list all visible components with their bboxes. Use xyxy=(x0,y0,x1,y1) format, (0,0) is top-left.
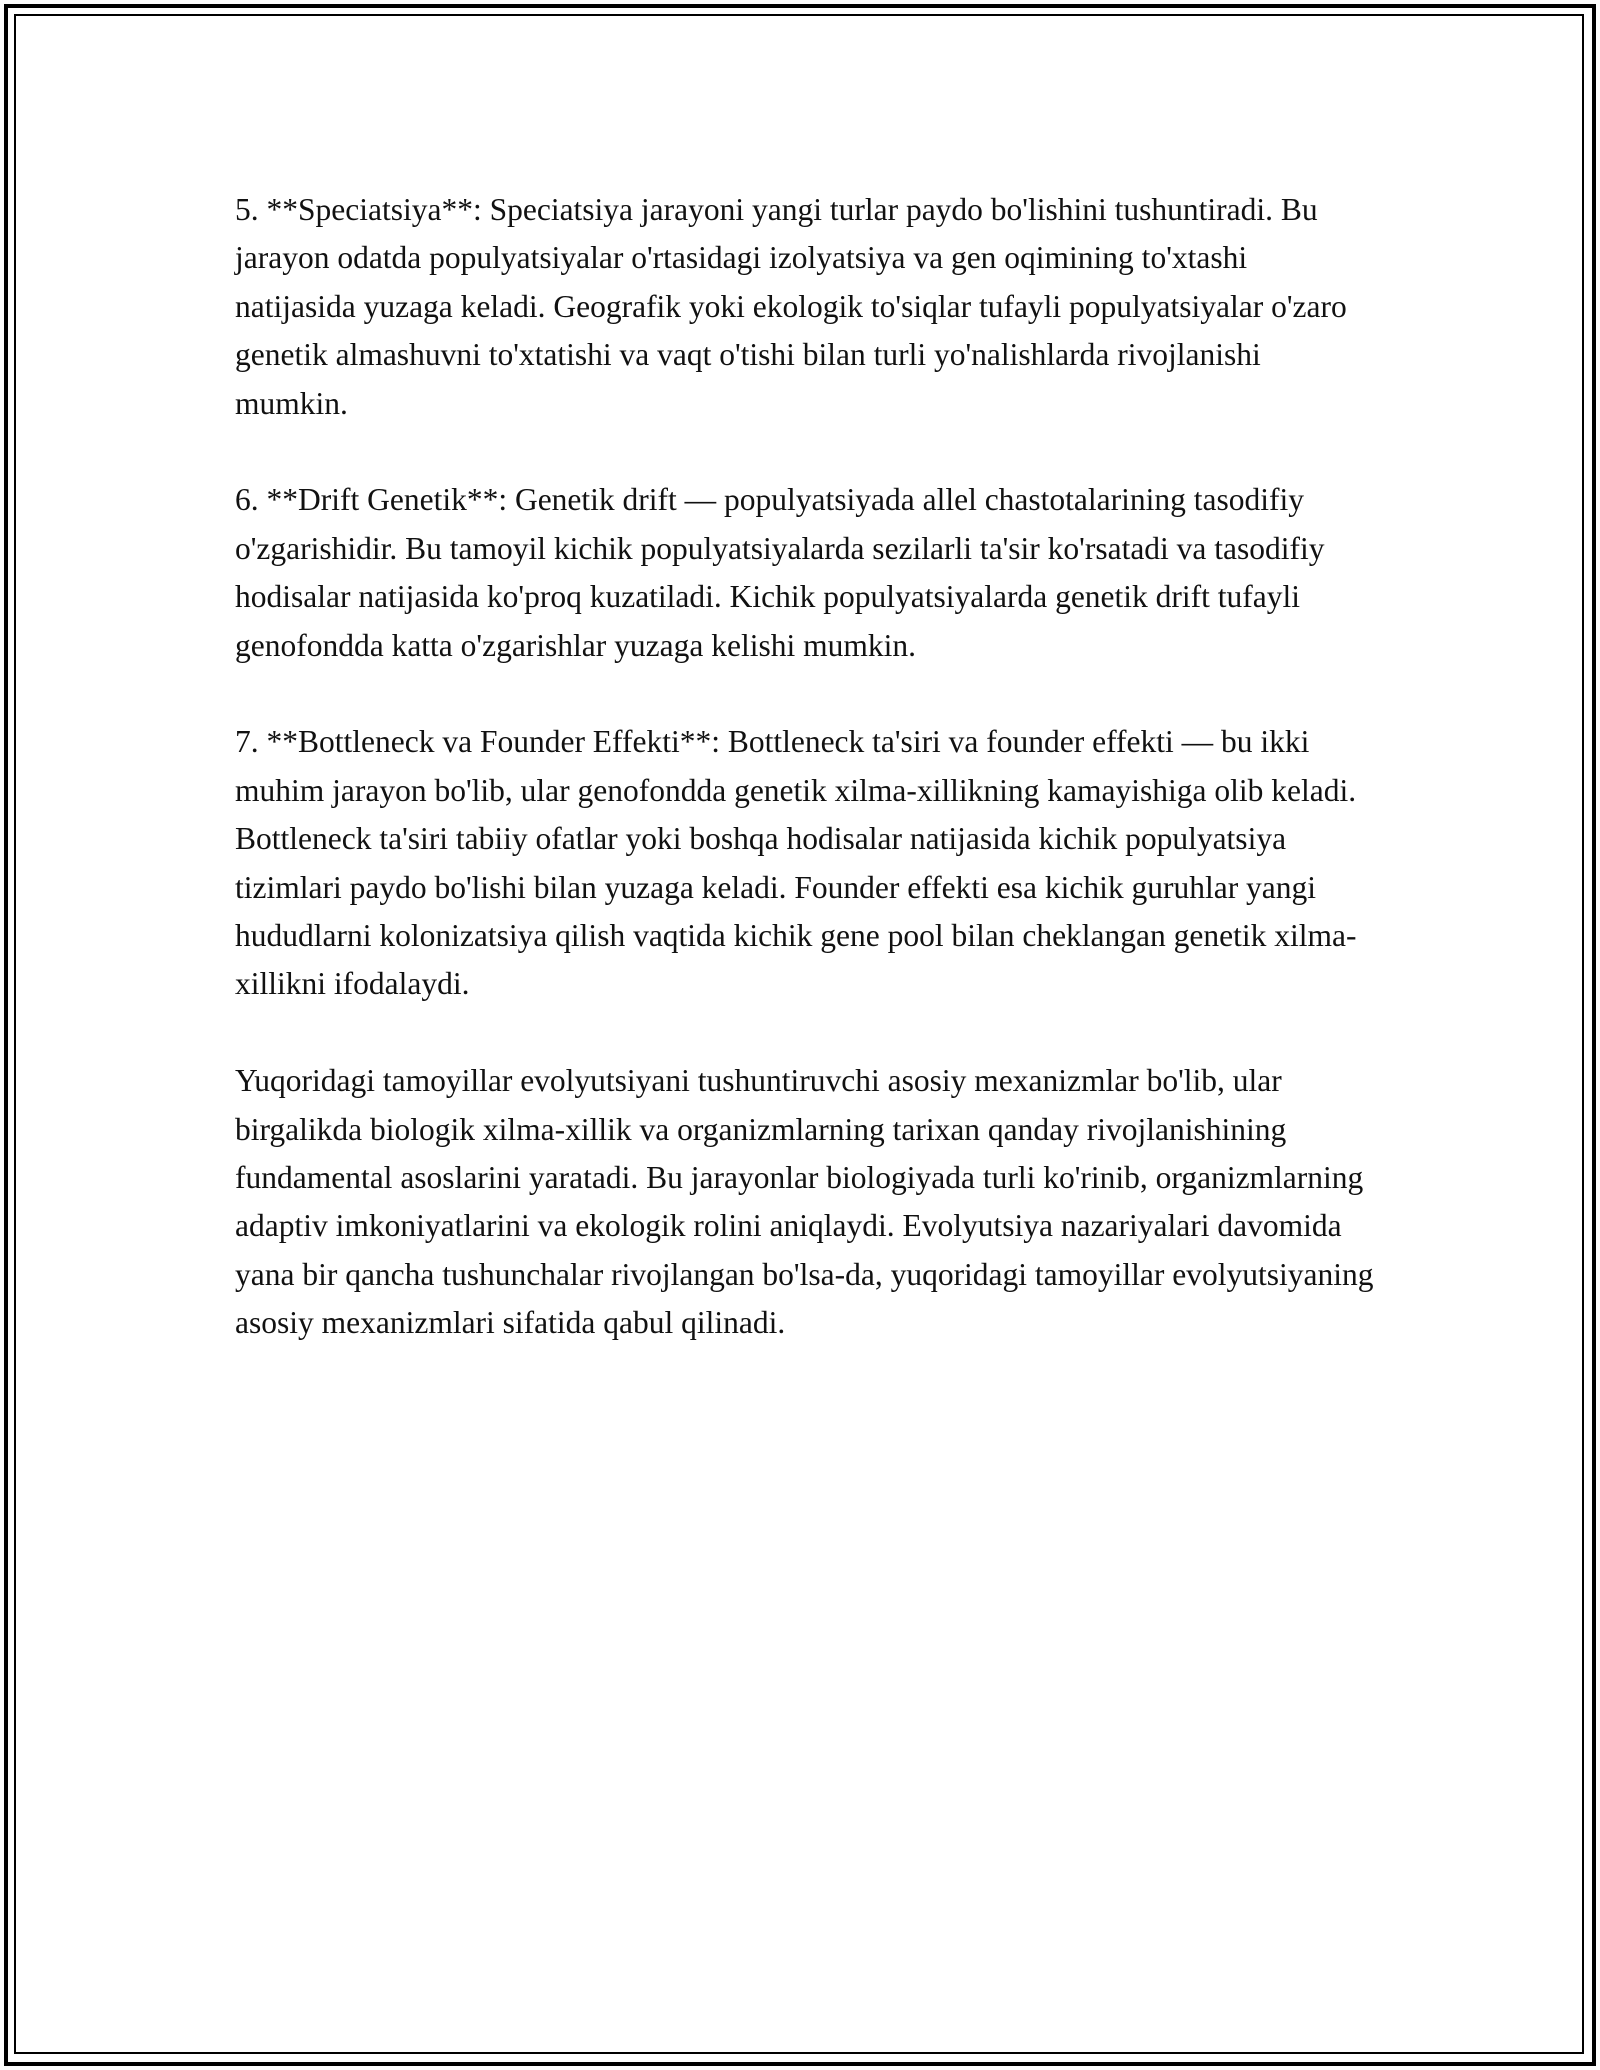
paragraph-genetic-drift: 6. **Drift Genetik**: Genetik drift — populyatsiyada allel chastotalarining tasodifiy o'zgarishidir. Bu tamoyil kichik populyatsiyalarda sezilarli ta'sir ko'rsatadi va tasodifiy hodisalar natijasida ko'proq kuzatiladi. Kichik populyatsiyalarda genetik drift tufayli genofondda katta o'zgarishlar yuzaga kelishi mumkin. xyxy=(235,482,1325,663)
paragraph-conclusion: Yuqoridagi tamoyillar evolyutsiyani tushuntiruvchi asosiy mexanizmlar bo'lib, ular birgalikda biologik xilma-xillik va organizmlarning tarixan qanday rivojlanishining fundamental asoslarini yaratadi. Bu jarayonlar biologiyada turli ko'rinib, organizmlarning adaptiv imkoniyatlarini va ekologik rolini aniqlaydi. Evolyutsiya nazariyalari davomida yana bir qancha tushunchalar rivojlangan bo'lsa-da, yuqoridagi tamoyillar evolyutsiyaning asosiy mexanizmlari sifatida qabul qilinadi. xyxy=(235,1063,1374,1341)
paragraph-bottleneck-founder: 7. **Bottleneck va Founder Effekti**: Bottleneck ta'siri va founder effekti — bu ikki muhim jarayon bo'lib, ular genofondda genetik xilma-xillikning kamayishiga olib keladi. Bottleneck ta'siri tabiiy ofatlar yoki boshqa hodisalar natijasida kichik populyatsiya tizimlari paydo bo'lishi bilan yuzaga keladi. Founder effekti esa kichik guruhlar yangi hududlarni kolonizatsiya qilish vaqtida kichik gene pool bilan cheklangan genetik xilma-xillikni ifodalaydi. xyxy=(235,724,1357,1002)
document-body xyxy=(235,186,1375,1396)
paragraph-speciation: 5. **Speciatsiya**: Speciatsiya jarayoni yangi turlar paydo bo'lishini tushuntiradi. Bu jarayon odatda populyatsiyalar o'rtasidagi izolyatsiya va gen oqimining to'xtashi natijasida yuzaga keladi. Geografik yoki ekologik to'siqlar tufayli populyatsiyalar o'zaro genetik almashuvni to'xtatishi va vaqt o'tishi bilan turli yo'nalishlarda rivojlanishi mumkin. xyxy=(235,192,1347,421)
